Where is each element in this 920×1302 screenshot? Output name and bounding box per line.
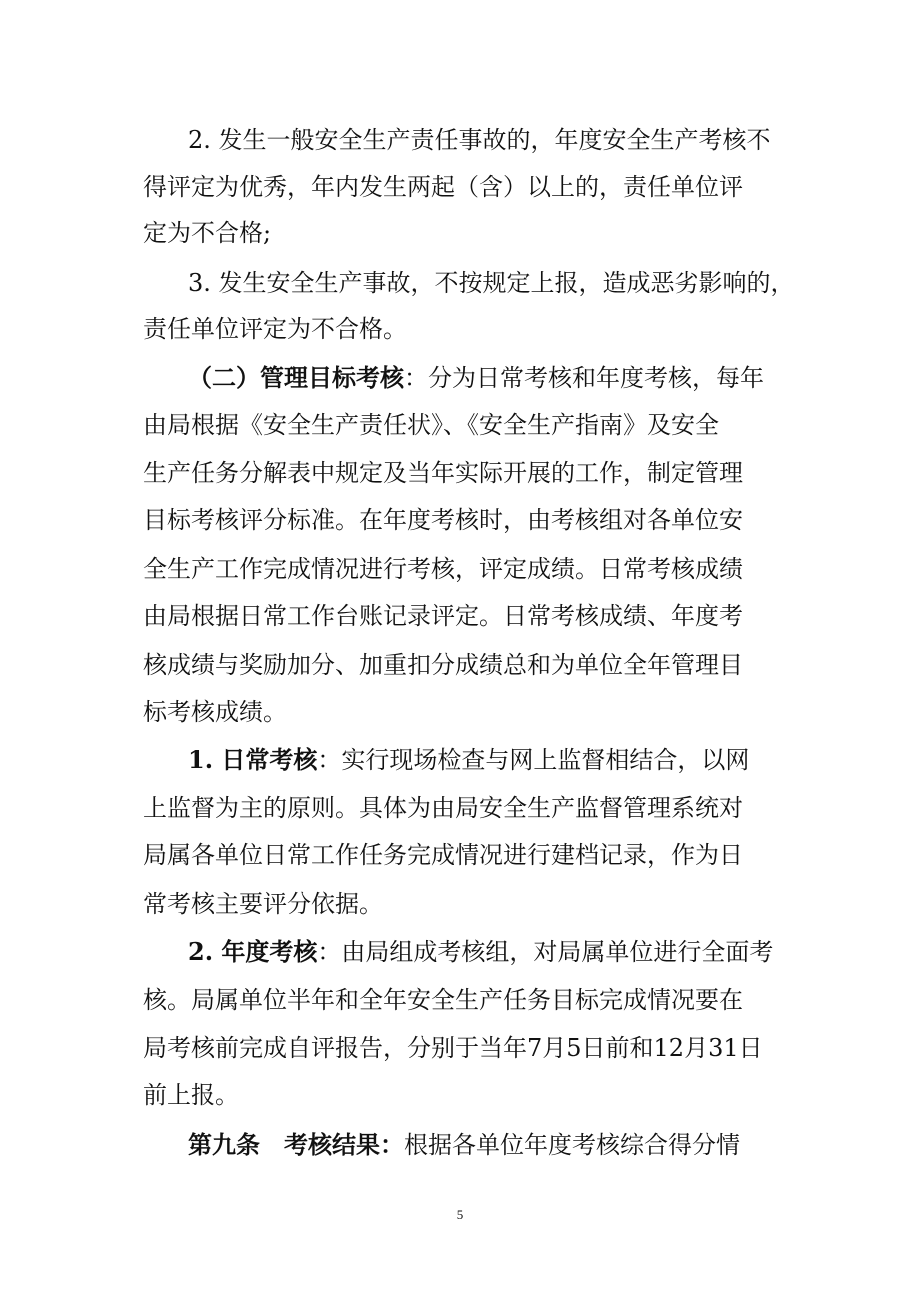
management-line3: 生产任务分解表中规定及当年实际开展的工作，制定管理	[143, 459, 743, 487]
article9-line1	[188, 1129, 740, 1161]
management-line4: 目标考核评分标准。在年度考核时，由考核组对各单位安	[143, 506, 743, 534]
annual-line1	[188, 936, 773, 968]
management-line5: 全生产工作完成情况进行考核，评定成绩。日常考核成绩	[143, 555, 743, 583]
annual-line2: 核。局属单位半年和全年安全生产任务目标完成情况要在	[143, 986, 743, 1014]
management-heading: （二）管理目标考核	[188, 363, 404, 392]
management-line6: 由局根据日常工作台账记录评定。日常考核成绩、年度考	[143, 602, 743, 630]
page-number: 5	[456, 1207, 464, 1222]
item3-line1: 3. 发生安全生产事故，不按规定上报，造成恶劣影响的，	[188, 269, 795, 297]
annual-heading: 2. 年度考核	[188, 937, 318, 966]
daily-line3: 局属各单位日常工作任务完成情况进行建档记录，作为日	[143, 841, 743, 869]
item2-line1: 2. 发生一般安全生产责任事故的，年度安全生产考核不	[188, 126, 771, 154]
daily-line1	[188, 744, 749, 776]
item3-line2: 责任单位评定为不合格。	[143, 315, 407, 343]
daily-line4: 常考核主要评分依据。	[143, 890, 383, 918]
annual-line3: 局考核前完成自评报告，分别于当年7月5日前和12月31日	[143, 1034, 763, 1062]
article9-line1-text: 根据各单位年度考核综合得分情	[404, 1131, 740, 1159]
management-line2: 由局根据《安全生产责任状》、《安全生产指南》及安全	[143, 411, 719, 439]
daily-line2: 上监督为主的原则。具体为由局安全生产监督管理系统对	[143, 794, 743, 822]
management-line8: 标考核成绩。	[143, 698, 287, 726]
annual-line1-text: ：由局组成考核组，对局属单位进行全面考	[317, 938, 774, 966]
daily-heading: 1. 日常考核	[188, 745, 318, 774]
management-line7: 核成绩与奖励加分、加重扣分成绩总和为单位全年管理目	[143, 651, 743, 679]
article9-heading: 第九条 考核结果：	[188, 1130, 404, 1159]
management-line1	[188, 362, 764, 394]
item2-line3: 定为不合格;	[143, 219, 272, 247]
management-line1-text: ：分为日常考核和年度考核，每年	[404, 364, 764, 392]
daily-line1-text: ：实行现场检查与网上监督相结合，以网	[317, 746, 750, 774]
item2-line2: 得评定为优秀，年内发生两起（含）以上的，责任单位评	[143, 173, 743, 201]
annual-line4: 前上报。	[143, 1081, 239, 1109]
